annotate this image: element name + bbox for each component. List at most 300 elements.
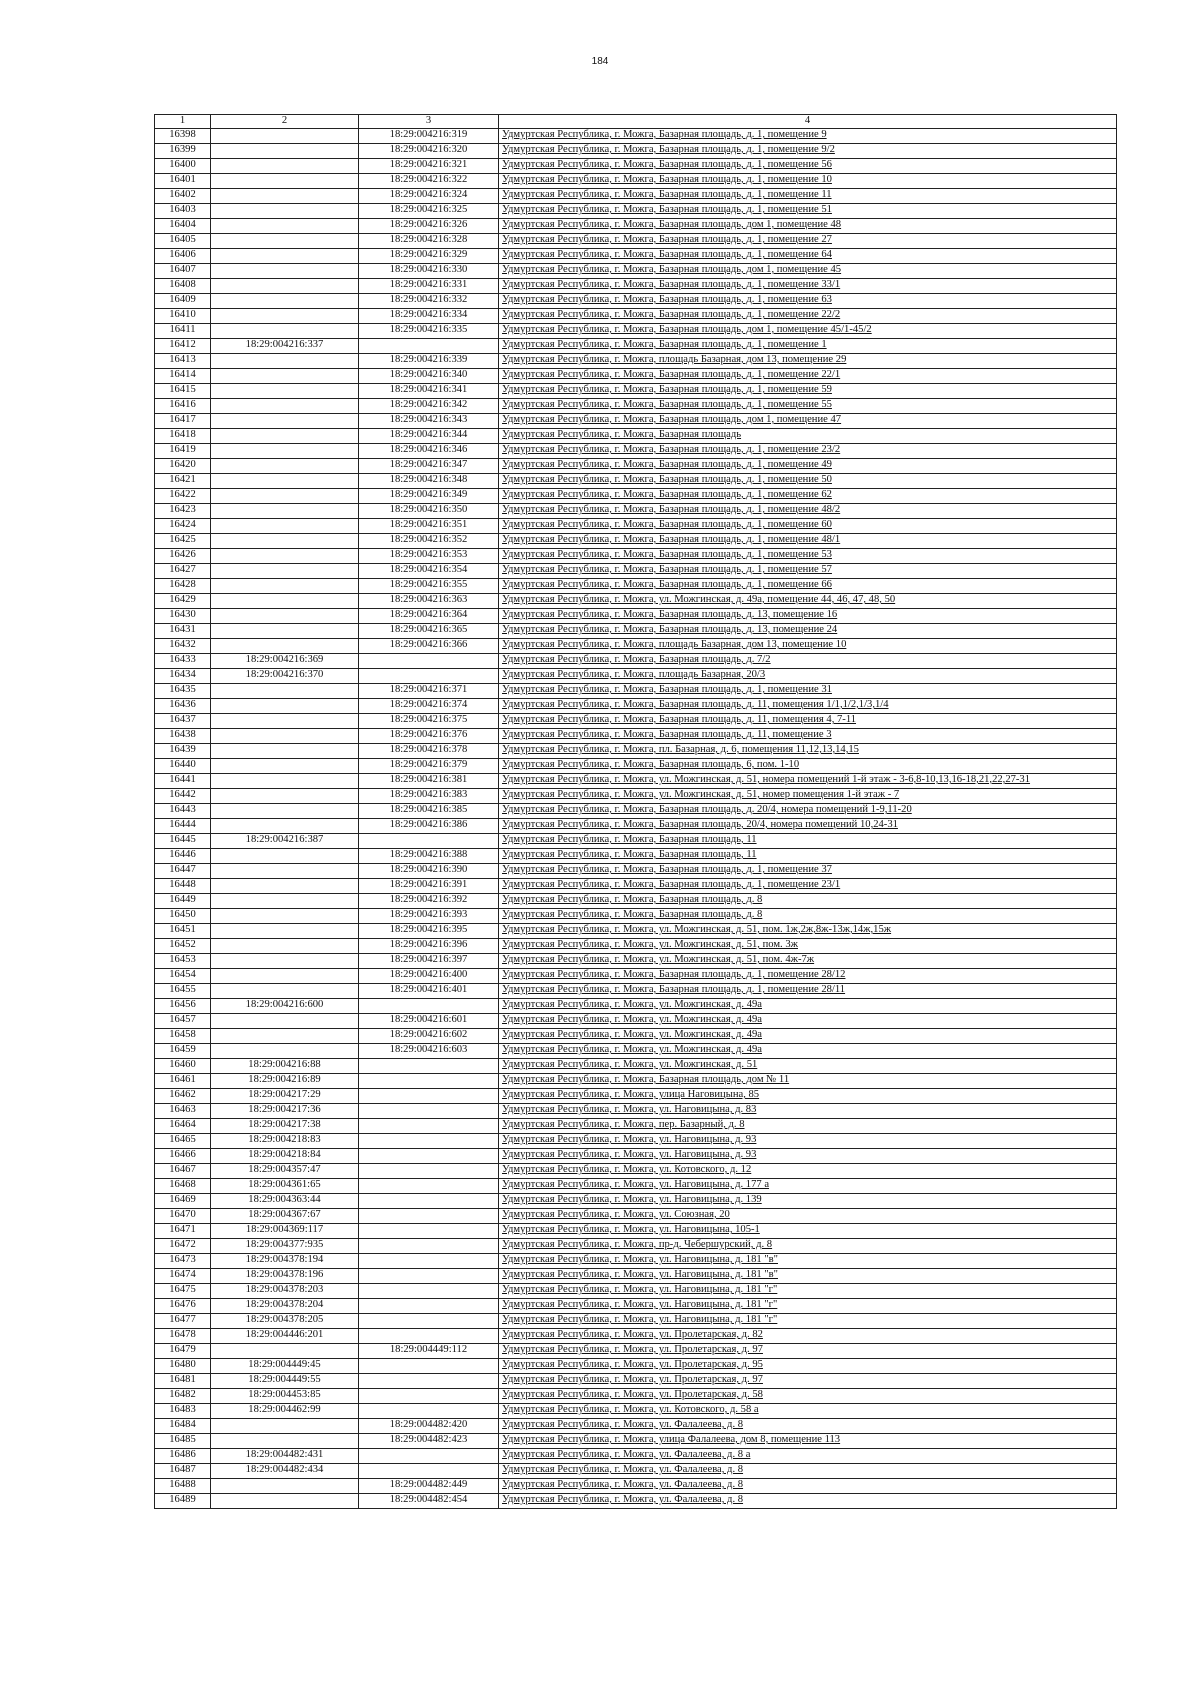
row-number-cell: 16473 [155, 1254, 211, 1269]
address-cell: Удмуртская Республика, г. Можга, площадь Базарная, дом 13, помещение 29 [499, 354, 1117, 369]
address-cell: Удмуртская Республика, г. Можга, ул. Союзная, 20 [499, 1209, 1117, 1224]
address-cell: Удмуртская Республика, г. Можга, Базарная площадь, дом 1, помещение 45 [499, 264, 1117, 279]
row-number-cell: 16485 [155, 1434, 211, 1449]
building-cadastral-number-cell: 18:29:004216:601 [359, 1014, 499, 1029]
row-number-cell: 16445 [155, 834, 211, 849]
address-cell: Удмуртская Республика, г. Можга, ул. Наговицына, д. 93 [499, 1149, 1117, 1164]
row-number-cell: 16411 [155, 324, 211, 339]
row-number-cell: 16470 [155, 1209, 211, 1224]
address-cell: Удмуртская Республика, г. Можга, Базарная площадь, д. 1, помещение 56 [499, 159, 1117, 174]
building-cadastral-number-cell: 18:29:004482:420 [359, 1419, 499, 1434]
row-number-cell: 16447 [155, 864, 211, 879]
land-cadastral-number-cell [211, 354, 359, 369]
land-cadastral-number-cell: 18:29:004216:88 [211, 1059, 359, 1074]
table-row [155, 1209, 1117, 1224]
table-row [155, 579, 1117, 594]
address-cell: Удмуртская Республика, г. Можга, ул. Фалалеева, д. 8 [499, 1494, 1117, 1509]
address-cell: Удмуртская Республика, г. Можга, Базарная площадь, д. 1, помещение 33/1 [499, 279, 1117, 294]
address-cell: Удмуртская Республика, г. Можга, Базарная площадь, д. 1, помещение 9 [499, 129, 1117, 144]
land-cadastral-number-cell: 18:29:004216:337 [211, 339, 359, 354]
address-cell: Удмуртская Республика, г. Можга, Базарная площадь, д. 1, помещение 64 [499, 249, 1117, 264]
land-cadastral-number-cell [211, 219, 359, 234]
address-cell: Удмуртская Республика, г. Можга, ул. Наговицына, д. 181 "г" [499, 1284, 1117, 1299]
table-row [155, 669, 1117, 684]
table-row [155, 564, 1117, 579]
building-cadastral-number-cell: 18:29:004216:374 [359, 699, 499, 714]
row-number-cell: 16480 [155, 1359, 211, 1374]
land-cadastral-number-cell [211, 1344, 359, 1359]
table-row [155, 1419, 1117, 1434]
land-cadastral-number-cell [211, 564, 359, 579]
table-row [155, 234, 1117, 249]
row-number-cell: 16474 [155, 1269, 211, 1284]
building-cadastral-number-cell [359, 654, 499, 669]
land-cadastral-number-cell [211, 279, 359, 294]
address-cell: Удмуртская Республика, г. Можга, Базарная площадь, дом № 11 [499, 1074, 1117, 1089]
land-cadastral-number-cell: 18:29:004361:65 [211, 1179, 359, 1194]
row-number-cell: 16466 [155, 1149, 211, 1164]
row-number-cell: 16446 [155, 849, 211, 864]
land-cadastral-number-cell [211, 1434, 359, 1449]
building-cadastral-number-cell: 18:29:004216:347 [359, 459, 499, 474]
land-cadastral-number-cell [211, 144, 359, 159]
table-row [155, 609, 1117, 624]
building-cadastral-number-cell: 18:29:004216:330 [359, 264, 499, 279]
address-cell: Удмуртская Республика, г. Можга, Базарная площадь, д. 1, помещение 28/12 [499, 969, 1117, 984]
row-number-cell: 16460 [155, 1059, 211, 1074]
land-cadastral-number-cell: 18:29:004378:203 [211, 1284, 359, 1299]
building-cadastral-number-cell [359, 1269, 499, 1284]
address-cell: Удмуртская Республика, г. Можга, ул. Наговицына, д. 181 "в" [499, 1269, 1117, 1284]
row-number-cell: 16464 [155, 1119, 211, 1134]
land-cadastral-number-cell [211, 849, 359, 864]
building-cadastral-number-cell: 18:29:004216:378 [359, 744, 499, 759]
address-cell: Удмуртская Республика, г. Можга, площадь Базарная, дом 13, помещение 10 [499, 639, 1117, 654]
row-number-cell: 16443 [155, 804, 211, 819]
table-row [155, 1284, 1117, 1299]
land-cadastral-number-cell: 18:29:004482:431 [211, 1449, 359, 1464]
row-number-cell: 16425 [155, 534, 211, 549]
address-cell: Удмуртская Республика, г. Можга, Базарная площадь, 6, пом. 1-10 [499, 759, 1117, 774]
address-cell: Удмуртская Республика, г. Можга, ул. Можгинская, д. 51 [499, 1059, 1117, 1074]
building-cadastral-number-cell: 18:29:004216:365 [359, 624, 499, 639]
table-row [155, 1134, 1117, 1149]
building-cadastral-number-cell [359, 1389, 499, 1404]
land-cadastral-number-cell [211, 639, 359, 654]
building-cadastral-number-cell [359, 1104, 499, 1119]
land-cadastral-number-cell [211, 414, 359, 429]
table-row [155, 804, 1117, 819]
address-cell: Удмуртская Республика, г. Можга, Базарная площадь, 20/4, номера помещений 10,24-31 [499, 819, 1117, 834]
address-cell: Удмуртская Республика, г. Можга, ул. Пролетарская, д. 82 [499, 1329, 1117, 1344]
table-body [155, 129, 1117, 1509]
building-cadastral-number-cell: 18:29:004216:319 [359, 129, 499, 144]
table-row [155, 1164, 1117, 1179]
building-cadastral-number-cell [359, 1194, 499, 1209]
address-cell: Удмуртская Республика, г. Можга, Базарная площадь, д. 1, помещение 9/2 [499, 144, 1117, 159]
land-cadastral-number-cell: 18:29:004217:38 [211, 1119, 359, 1134]
land-cadastral-number-cell [211, 939, 359, 954]
row-number-cell: 16420 [155, 459, 211, 474]
land-cadastral-number-cell [211, 624, 359, 639]
row-number-cell: 16468 [155, 1179, 211, 1194]
address-cell: Удмуртская Республика, г. Можга, Базарная площадь, д. 1, помещение 11 [499, 189, 1117, 204]
building-cadastral-number-cell [359, 1299, 499, 1314]
table-row [155, 984, 1117, 999]
land-cadastral-number-cell [211, 984, 359, 999]
address-cell: Удмуртская Республика, г. Можга, Базарная площадь, д. 1, помещение 23/1 [499, 879, 1117, 894]
land-cadastral-number-cell [211, 399, 359, 414]
building-cadastral-number-cell [359, 1089, 499, 1104]
address-cell: Удмуртская Республика, г. Можга, Базарная площадь, д. 1, помещение 28/11 [499, 984, 1117, 999]
address-cell: Удмуртская Республика, г. Можга, Базарная площадь, д. 13, помещение 24 [499, 624, 1117, 639]
land-cadastral-number-cell: 18:29:004462:99 [211, 1404, 359, 1419]
land-cadastral-number-cell [211, 759, 359, 774]
row-number-cell: 16444 [155, 819, 211, 834]
table-row [155, 534, 1117, 549]
table-row [155, 1344, 1117, 1359]
row-number-cell: 16427 [155, 564, 211, 579]
land-cadastral-number-cell: 18:29:004218:84 [211, 1149, 359, 1164]
address-cell: Удмуртская Республика, г. Можга, площадь Базарная, 20/3 [499, 669, 1117, 684]
row-number-cell: 16430 [155, 609, 211, 624]
building-cadastral-number-cell: 18:29:004216:364 [359, 609, 499, 624]
building-cadastral-number-cell: 18:29:004216:381 [359, 774, 499, 789]
address-cell: Удмуртская Республика, г. Можга, пер. Базарный, д. 8 [499, 1119, 1117, 1134]
address-cell: Удмуртская Республика, г. Можга, Базарная площадь, д. 20/4, номера помещений 1-9,11-20 [499, 804, 1117, 819]
row-number-cell: 16458 [155, 1029, 211, 1044]
table-row [155, 759, 1117, 774]
address-cell: Удмуртская Республика, г. Можга, ул. Наговицына, д. 139 [499, 1194, 1117, 1209]
row-number-cell: 16428 [155, 579, 211, 594]
table-row [155, 264, 1117, 279]
table-row [155, 1224, 1117, 1239]
row-number-cell: 16413 [155, 354, 211, 369]
building-cadastral-number-cell: 18:29:004216:383 [359, 789, 499, 804]
land-cadastral-number-cell [211, 1044, 359, 1059]
land-cadastral-number-cell [211, 879, 359, 894]
row-number-cell: 16478 [155, 1329, 211, 1344]
address-cell: Удмуртская Республика, г. Можга, Базарная площадь, д. 1, помещение 55 [499, 399, 1117, 414]
land-cadastral-number-cell [211, 864, 359, 879]
building-cadastral-number-cell: 18:29:004216:397 [359, 954, 499, 969]
land-cadastral-number-cell [211, 549, 359, 564]
table-row [155, 1254, 1117, 1269]
land-cadastral-number-cell [211, 324, 359, 339]
row-number-cell: 16448 [155, 879, 211, 894]
table-row [155, 444, 1117, 459]
address-cell: Удмуртская Республика, г. Можга, ул. Наговицына, д. 181 "в" [499, 1254, 1117, 1269]
address-cell: Удмуртская Республика, г. Можга, Базарная площадь, 11 [499, 834, 1117, 849]
building-cadastral-number-cell: 18:29:004482:423 [359, 1434, 499, 1449]
land-cadastral-number-cell [211, 474, 359, 489]
land-cadastral-number-cell [211, 1014, 359, 1029]
building-cadastral-number-cell: 18:29:004216:385 [359, 804, 499, 819]
building-cadastral-number-cell: 18:29:004482:454 [359, 1494, 499, 1509]
table-row [155, 489, 1117, 504]
table-row [155, 144, 1117, 159]
table-row [155, 354, 1117, 369]
land-cadastral-number-cell [211, 429, 359, 444]
table-row [155, 309, 1117, 324]
row-number-cell: 16455 [155, 984, 211, 999]
table-row [155, 414, 1117, 429]
address-cell: Удмуртская Республика, г. Можга, Базарная площадь, д. 1, помещение 49 [499, 459, 1117, 474]
address-cell: Удмуртская Республика, г. Можга, ул. Наговицына, д. 181 "г" [499, 1314, 1117, 1329]
building-cadastral-number-cell: 18:29:004216:352 [359, 534, 499, 549]
row-number-cell: 16488 [155, 1479, 211, 1494]
table-row [155, 159, 1117, 174]
table-row [155, 1299, 1117, 1314]
row-number-cell: 16483 [155, 1404, 211, 1419]
table-row [155, 879, 1117, 894]
land-cadastral-number-cell: 18:29:004218:83 [211, 1134, 359, 1149]
table-row [155, 1464, 1117, 1479]
row-number-cell: 16409 [155, 294, 211, 309]
address-cell: Удмуртская Республика, г. Можга, ул. Наговицына, д. 93 [499, 1134, 1117, 1149]
row-number-cell: 16424 [155, 519, 211, 534]
building-cadastral-number-cell: 18:29:004216:326 [359, 219, 499, 234]
address-cell: Удмуртская Республика, г. Можга, ул. Фалалеева, д. 8 [499, 1419, 1117, 1434]
land-cadastral-number-cell: 18:29:004216:89 [211, 1074, 359, 1089]
table-row [155, 1074, 1117, 1089]
address-cell: Удмуртская Республика, г. Можга, ул. Котовского, д. 12 [499, 1164, 1117, 1179]
table-row [155, 1374, 1117, 1389]
row-number-cell: 16472 [155, 1239, 211, 1254]
land-cadastral-number-cell [211, 369, 359, 384]
land-cadastral-number-cell [211, 684, 359, 699]
building-cadastral-number-cell: 18:29:004216:376 [359, 729, 499, 744]
table-row [155, 1359, 1117, 1374]
row-number-cell: 16457 [155, 1014, 211, 1029]
address-cell: Удмуртская Республика, г. Можга, Базарная площадь, д. 1, помещение 63 [499, 294, 1117, 309]
building-cadastral-number-cell: 18:29:004216:391 [359, 879, 499, 894]
table-row [155, 1389, 1117, 1404]
address-cell: Удмуртская Республика, г. Можга, Базарная площадь, д. 1, помещение 62 [499, 489, 1117, 504]
row-number-cell: 16405 [155, 234, 211, 249]
row-number-cell: 16453 [155, 954, 211, 969]
land-cadastral-number-cell [211, 294, 359, 309]
building-cadastral-number-cell [359, 1464, 499, 1479]
row-number-cell: 16471 [155, 1224, 211, 1239]
table-row [155, 639, 1117, 654]
building-cadastral-number-cell: 18:29:004216:603 [359, 1044, 499, 1059]
building-cadastral-number-cell: 18:29:004216:395 [359, 924, 499, 939]
address-cell: Удмуртская Республика, г. Можга, ул. Можгинская, д. 51, пом. 1ж,2ж,8ж-13ж,14ж,15ж [499, 924, 1117, 939]
row-number-cell: 16406 [155, 249, 211, 264]
land-cadastral-number-cell: 18:29:004216:387 [211, 834, 359, 849]
row-number-cell: 16459 [155, 1044, 211, 1059]
row-number-cell: 16404 [155, 219, 211, 234]
land-cadastral-number-cell [211, 234, 359, 249]
table-row [155, 729, 1117, 744]
table-row [155, 219, 1117, 234]
land-cadastral-number-cell: 18:29:004216:600 [211, 999, 359, 1014]
table-row [155, 1089, 1117, 1104]
address-cell: Удмуртская Республика, г. Можга, Базарная площадь, д. 13, помещение 16 [499, 609, 1117, 624]
row-number-cell: 16437 [155, 714, 211, 729]
table-row [155, 174, 1117, 189]
building-cadastral-number-cell: 18:29:004216:351 [359, 519, 499, 534]
address-cell: Удмуртская Республика, г. Можга, ул. Наговицына, д. 177 а [499, 1179, 1117, 1194]
land-cadastral-number-cell [211, 249, 359, 264]
land-cadastral-number-cell [211, 969, 359, 984]
land-cadastral-number-cell [211, 444, 359, 459]
row-number-cell: 16484 [155, 1419, 211, 1434]
building-cadastral-number-cell [359, 1329, 499, 1344]
row-number-cell: 16465 [155, 1134, 211, 1149]
address-cell: Удмуртская Республика, г. Можга, Базарная площадь, д. 11, помещение 3 [499, 729, 1117, 744]
land-cadastral-number-cell [211, 1029, 359, 1044]
address-cell: Удмуртская Республика, г. Можга, ул. Можгинская, д. 49а [499, 1044, 1117, 1059]
address-cell: Удмуртская Республика, г. Можга, Базарная площадь, дом 1, помещение 48 [499, 219, 1117, 234]
row-number-cell: 16431 [155, 624, 211, 639]
building-cadastral-number-cell: 18:29:004216:366 [359, 639, 499, 654]
table-row [155, 474, 1117, 489]
land-cadastral-number-cell [211, 504, 359, 519]
land-cadastral-number-cell [211, 909, 359, 924]
row-number-cell: 16467 [155, 1164, 211, 1179]
land-cadastral-number-cell [211, 594, 359, 609]
address-cell: Удмуртская Республика, г. Можга, ул. Фалалеева, д. 8 [499, 1479, 1117, 1494]
table-row [155, 654, 1117, 669]
row-number-cell: 16463 [155, 1104, 211, 1119]
building-cadastral-number-cell [359, 1449, 499, 1464]
table-row [155, 1029, 1117, 1044]
table-row [155, 789, 1117, 804]
row-number-cell: 16476 [155, 1299, 211, 1314]
table-row [155, 954, 1117, 969]
table-row [155, 384, 1117, 399]
row-number-cell: 16462 [155, 1089, 211, 1104]
row-number-cell: 16486 [155, 1449, 211, 1464]
row-number-cell: 16407 [155, 264, 211, 279]
land-cadastral-number-cell: 18:29:004217:36 [211, 1104, 359, 1119]
building-cadastral-number-cell: 18:29:004216:371 [359, 684, 499, 699]
table-row [155, 1059, 1117, 1074]
building-cadastral-number-cell [359, 1359, 499, 1374]
table-row [155, 504, 1117, 519]
land-cadastral-number-cell [211, 894, 359, 909]
row-number-cell: 16450 [155, 909, 211, 924]
building-cadastral-number-cell: 18:29:004216:328 [359, 234, 499, 249]
table-row [155, 204, 1117, 219]
land-cadastral-number-cell [211, 804, 359, 819]
building-cadastral-number-cell [359, 1374, 499, 1389]
building-cadastral-number-cell [359, 1314, 499, 1329]
land-cadastral-number-cell: 18:29:004378:204 [211, 1299, 359, 1314]
address-cell: Удмуртская Республика, г. Можга, ул. Можгинская, д. 51, пом. 4ж-7ж [499, 954, 1117, 969]
address-cell: Удмуртская Республика, г. Можга, Базарная площадь, д. 1, помещение 23/2 [499, 444, 1117, 459]
row-number-cell: 16429 [155, 594, 211, 609]
row-number-cell: 16479 [155, 1344, 211, 1359]
column-header-4: 4 [499, 115, 1117, 129]
row-number-cell: 16451 [155, 924, 211, 939]
row-number-cell: 16433 [155, 654, 211, 669]
land-cadastral-number-cell [211, 1419, 359, 1434]
building-cadastral-number-cell [359, 339, 499, 354]
table-row [155, 594, 1117, 609]
building-cadastral-number-cell: 18:29:004216:331 [359, 279, 499, 294]
address-cell: Удмуртская Республика, г. Можга, Базарная площадь, д. 1, помещение 37 [499, 864, 1117, 879]
table-row [155, 369, 1117, 384]
building-cadastral-number-cell: 18:29:004216:346 [359, 444, 499, 459]
building-cadastral-number-cell: 18:29:004216:350 [359, 504, 499, 519]
row-number-cell: 16440 [155, 759, 211, 774]
row-number-cell: 16418 [155, 429, 211, 444]
land-cadastral-number-cell [211, 609, 359, 624]
building-cadastral-number-cell [359, 1404, 499, 1419]
table-row [155, 519, 1117, 534]
row-number-cell: 16421 [155, 474, 211, 489]
land-cadastral-number-cell [211, 204, 359, 219]
building-cadastral-number-cell: 18:29:004482:449 [359, 1479, 499, 1494]
row-number-cell: 16415 [155, 384, 211, 399]
table-row [155, 684, 1117, 699]
address-cell: Удмуртская Республика, г. Можга, Базарная площадь, 11 [499, 849, 1117, 864]
address-cell: Удмуртская Республика, г. Можга, ул. Котовского, д. 58 а [499, 1404, 1117, 1419]
row-number-cell: 16438 [155, 729, 211, 744]
row-number-cell: 16487 [155, 1464, 211, 1479]
address-cell: Удмуртская Республика, г. Можга, ул. Можгинская, д. 51, номер помещения 1-й этаж - 7 [499, 789, 1117, 804]
building-cadastral-number-cell: 18:29:004216:354 [359, 564, 499, 579]
table-row [155, 429, 1117, 444]
building-cadastral-number-cell [359, 1164, 499, 1179]
row-number-cell: 16461 [155, 1074, 211, 1089]
column-header-1: 1 [155, 115, 211, 129]
row-number-cell: 16477 [155, 1314, 211, 1329]
building-cadastral-number-cell: 18:29:004216:321 [359, 159, 499, 174]
building-cadastral-number-cell [359, 1134, 499, 1149]
address-cell: Удмуртская Республика, г. Можга, Базарная площадь, д. 11, помещения 4, 7-11 [499, 714, 1117, 729]
address-cell: Удмуртская Республика, г. Можга, улица Фалалеева, дом 8, помещение 113 [499, 1434, 1117, 1449]
table-row [155, 189, 1117, 204]
land-cadastral-number-cell [211, 534, 359, 549]
building-cadastral-number-cell [359, 999, 499, 1014]
address-cell: Удмуртская Республика, г. Можга, ул. Наговицына, д. 83 [499, 1104, 1117, 1119]
address-cell: Удмуртская Республика, г. Можга, Базарная площадь, д. 7/2 [499, 654, 1117, 669]
address-cell: Удмуртская Республика, г. Можга, Базарная площадь, д. 8 [499, 894, 1117, 909]
row-number-cell: 16417 [155, 414, 211, 429]
address-cell: Удмуртская Республика, г. Можга, Базарная площадь, д. 8 [499, 909, 1117, 924]
address-cell: Удмуртская Республика, г. Можга, Базарная площадь, дом 1, помещение 45/1-45/2 [499, 324, 1117, 339]
address-cell: Удмуртская Республика, г. Можга, ул. Пролетарская, д. 97 [499, 1374, 1117, 1389]
building-cadastral-number-cell: 18:29:004216:353 [359, 549, 499, 564]
address-cell: Удмуртская Республика, г. Можга, ул. Можгинская, д. 49а, помещение 44, 46, 47, 48, 50 [499, 594, 1117, 609]
land-cadastral-number-cell: 18:29:004482:434 [211, 1464, 359, 1479]
building-cadastral-number-cell: 18:29:004216:348 [359, 474, 499, 489]
address-cell: Удмуртская Республика, г. Можга, Базарная площадь, д. 1, помещение 48/2 [499, 504, 1117, 519]
address-cell: Удмуртская Республика, г. Можга, Базарная площадь, д. 1, помещение 48/1 [499, 534, 1117, 549]
address-cell: Удмуртская Республика, г. Можга, ул. Фалалеева, д. 8 а [499, 1449, 1117, 1464]
table-row [155, 1044, 1117, 1059]
address-cell: Удмуртская Республика, г. Можга, Базарная площадь, д. 1, помещение 59 [499, 384, 1117, 399]
land-cadastral-number-cell [211, 699, 359, 714]
building-cadastral-number-cell: 18:29:004216:332 [359, 294, 499, 309]
row-number-cell: 16441 [155, 774, 211, 789]
land-cadastral-number-cell [211, 789, 359, 804]
table-row [155, 339, 1117, 354]
table-row [155, 714, 1117, 729]
address-cell: Удмуртская Республика, г. Можга, ул. Можгинская, д. 51, пом. 3ж [499, 939, 1117, 954]
table-row [155, 1194, 1117, 1209]
row-number-cell: 16481 [155, 1374, 211, 1389]
row-number-cell: 16482 [155, 1389, 211, 1404]
table-row [155, 864, 1117, 879]
table-row [155, 1329, 1117, 1344]
address-cell: Удмуртская Республика, г. Можга, ул. Пролетарская, д. 97 [499, 1344, 1117, 1359]
row-number-cell: 16475 [155, 1284, 211, 1299]
